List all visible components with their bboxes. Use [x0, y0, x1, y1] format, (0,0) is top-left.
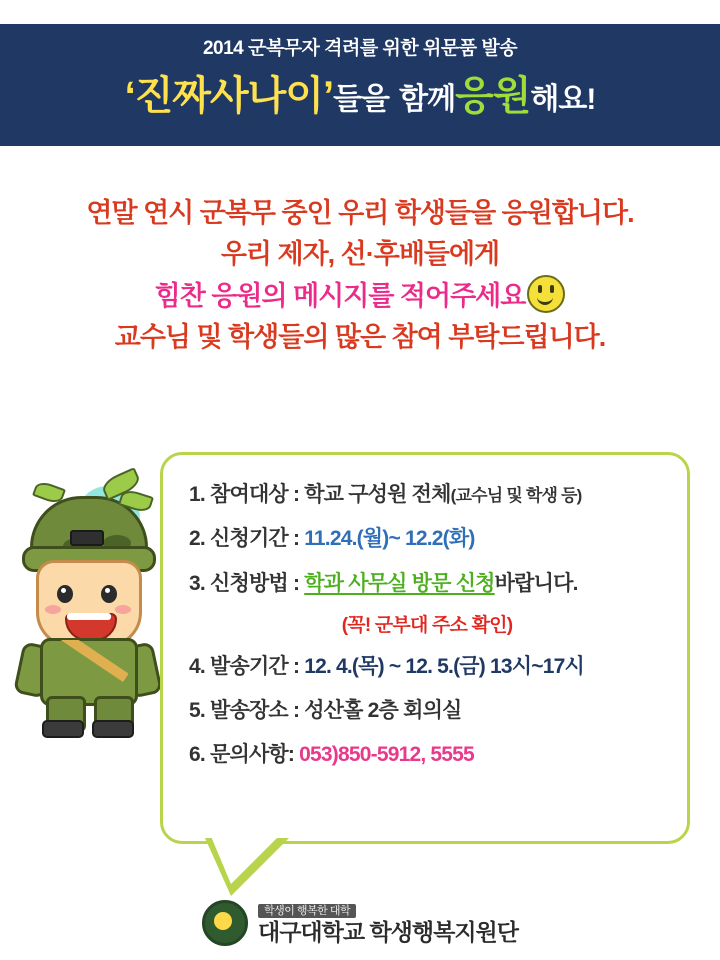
footer-subtitle: 학생이 행복한 대학	[258, 904, 356, 918]
teeth-shape	[67, 613, 111, 620]
detail-item-5-label: 발송장소 :	[209, 699, 300, 723]
intro-line-4: 교수님 및 학생들의 많은 참여 부탁드립니다.	[114, 322, 606, 353]
detail-item-4	[189, 653, 665, 680]
details-speech-bubble	[160, 452, 690, 844]
detail-item-5	[189, 697, 665, 724]
detail-item-6	[189, 741, 665, 768]
footer-organization-name: 대구대학교 학생행복지원단	[257, 919, 518, 946]
detail-item-3-value-tail: 바랍니다.	[494, 571, 578, 595]
detail-item-4-label: 발송기간 :	[209, 654, 300, 678]
detail-item-4-number: 4.	[189, 654, 205, 678]
contact-phone-number: 053)850-5912, 5555	[299, 743, 474, 767]
detail-item-6-number: 6.	[189, 743, 205, 767]
detail-item-1-value-note: (교수님 및 학생 등)	[450, 486, 582, 505]
university-emblem-icon	[202, 900, 248, 946]
banner-title-part5: 해요!	[530, 82, 596, 116]
boot-right	[92, 720, 134, 738]
detail-item-2-value: 11.24.(월)~ 12.2(화)	[304, 527, 475, 551]
detail-item-4-value: 12. 4.(목) ~ 12. 5.(금) 13시~17시	[304, 654, 584, 678]
face-shape	[36, 560, 142, 648]
detail-item-1-number: 1.	[189, 483, 205, 506]
footer-text-block	[258, 901, 518, 946]
eye-right	[101, 585, 117, 603]
banner-title-part2: 들을	[333, 82, 390, 116]
speech-bubble-tail-inner	[210, 834, 281, 884]
boot-left	[42, 720, 84, 738]
detail-item-1-label: 참여대상 :	[209, 483, 300, 506]
intro-line-3: 힘찬 응원의 메시지를 적어주세요	[154, 281, 526, 312]
banner-title-part3: 함께	[399, 82, 456, 116]
detail-item-3	[189, 570, 665, 597]
detail-item-3-number: 3.	[189, 571, 205, 595]
intro-line-2: 우리 제자, 선·후배들에게	[220, 239, 500, 270]
blush-right	[115, 605, 131, 614]
detail-item-5-number: 5.	[189, 699, 205, 723]
intro-line-3-wrapper	[0, 275, 720, 317]
banner-title-part4: 응원	[455, 73, 531, 118]
banner-subtitle: 2014 군복무자 격려를 위한 위문품 발송	[202, 38, 518, 59]
blush-left	[45, 605, 61, 614]
detail-item-1-value: 학교 구성원 전체	[304, 483, 451, 506]
intro-line-1: 연말 연시 군복무 중인 우리 학생들을 응원합니다.	[86, 198, 634, 228]
header-banner	[0, 24, 720, 146]
detail-item-2-number: 2.	[189, 527, 205, 551]
smiley-icon	[527, 275, 565, 313]
footer-logo	[0, 900, 720, 946]
detail-item-3-value: 학과 사무실 방문 신청	[304, 571, 495, 595]
intro-paragraph	[0, 193, 720, 358]
eye-left	[57, 585, 73, 603]
detail-item-3-label: 신청방법 :	[209, 571, 300, 595]
detail-item-6-label: 문의사항:	[209, 743, 295, 767]
detail-item-1	[189, 481, 665, 508]
uniform-sash	[44, 640, 128, 696]
detail-item-5-value: 성산홀 2층 회의실	[304, 699, 462, 723]
address-check-note: (꼭! 군부대 주소 확인)	[341, 614, 513, 636]
detail-item-2	[189, 525, 665, 552]
banner-title-part1: ‘진짜사나이’	[124, 73, 334, 118]
helmet-band-shape	[70, 530, 104, 546]
detail-item-2-label: 신청기간 :	[209, 527, 300, 551]
banner-title	[0, 69, 720, 123]
soldier-character-illustration	[14, 468, 164, 728]
